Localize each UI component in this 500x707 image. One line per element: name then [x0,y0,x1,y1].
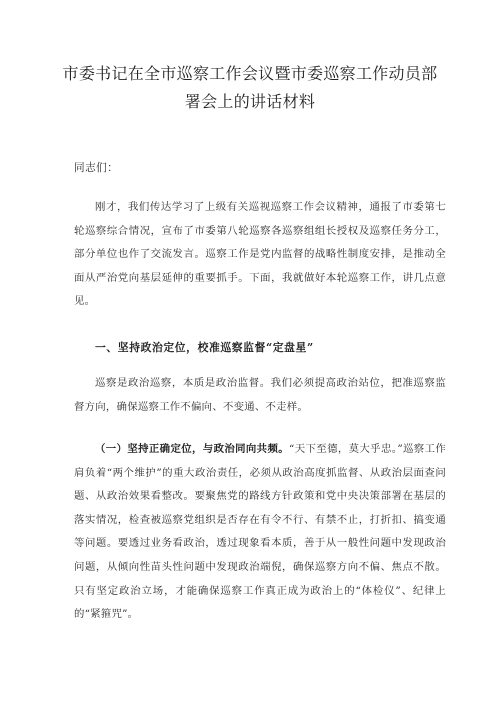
greeting: 同志们： [74,162,119,174]
paragraph-intro: 刚才，我们传达学习了上级有关巡视巡察工作会议精神，通报了市委第七轮巡察综合情况，宣布了市委第八轮巡察各巡察组组长授权及巡察任务分工，部分单位也作了交流发言。巡察工作是党内监督的战略性制度安排，是推动全面从严治党向基层延伸的重要抓手。下面，我就做好本轮巡察工作，讲几点意见。 [74,201,446,308]
paragraph-subsection-1 [74,438,446,627]
title-line-2: 署会上的讲话材料 [184,92,316,111]
subsection-heading-1: （一）坚持正确定位，与政治同向共频。 [95,443,290,455]
document-title [60,60,440,116]
section-heading-1: 一、坚持政治定位，校准巡察监督“定盘星” [95,341,314,354]
subsection-1-text: “天下至德，莫大乎忠。”巡察工作肩负着“两个维护”的重大政治责任，必须从政治高度抓监督、从政治层面查问题、从政治效果看整改。要聚焦党的路线方针政策和党中央决策部署在基层的落实情况，检查被巡察党组织是否存在有令不行、有禁不止，打折扣、搞变通等问题。要透过业务看政治，透过现象看本质，善于从一般性问题中发现政治问题，从倾向性苗头性问题中发现政治端倪，确保巡察方向不偏、焦点不散。只有坚定政治立场，才能确保巡察工作真正成为政治上的“体检仪”、纪律上的“紧箍咒”。 [74,443,446,621]
paragraph-section-1-intro: 巡察是政治巡察，本质是政治监督。我们必须提高政治站位，把准巡察监督方向，确保巡察工作不偏向、不变通、不走样。 [74,377,446,413]
title-line-1: 市委书记在全市巡察工作会议暨市委巡察工作动员部 [62,64,438,83]
